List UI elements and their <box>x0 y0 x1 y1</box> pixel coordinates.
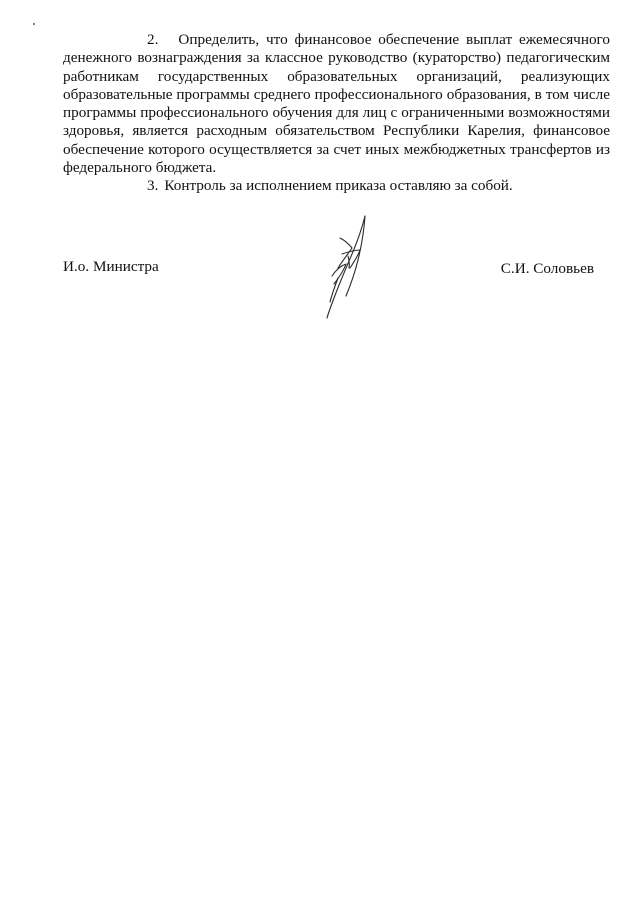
paragraph-number: 2. <box>147 31 159 48</box>
handwritten-signature <box>318 210 378 320</box>
signatory-name: С.И. Соловьев <box>500 260 594 277</box>
scan-artifact <box>33 23 35 25</box>
signatory-title: И.о. Министра <box>63 258 159 275</box>
paragraph-3 <box>63 177 610 195</box>
paragraph-2 <box>63 31 610 177</box>
paragraph-text: Контроль за исполнением приказа оставляю за собой. <box>164 177 513 195</box>
document-body <box>63 31 610 196</box>
paragraph-text: Определить, что финансовое обеспечение выплат ежемесячного денежного вознаграждения за классное руководство (кураторство) педагогическим работникам государственных образовательных организаций, реализующих образовательные программы среднего профессионального образования, в том числе программы профессионального обучения для лиц с ограниченными возможностями здоровья, является расходным обязательством Республики Карелия, финансовое обеспечение которого осуществляется за счет иных межбюджетных трансфертов из федерального бюджета. <box>63 31 610 177</box>
paragraph-number: 3. <box>147 177 159 195</box>
